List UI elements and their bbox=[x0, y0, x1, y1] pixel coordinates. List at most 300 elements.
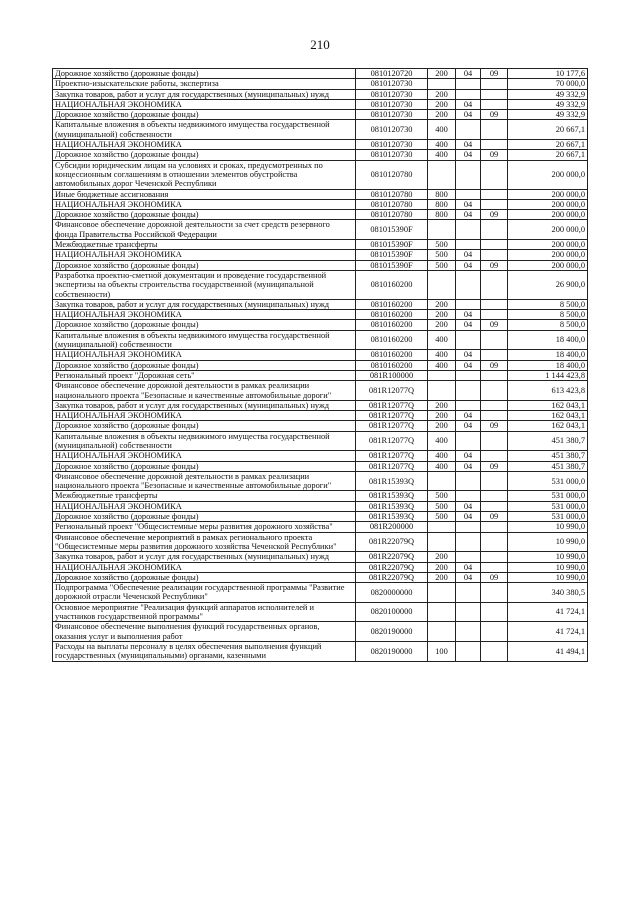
row-section-cell: 04 bbox=[456, 310, 481, 320]
table-row bbox=[53, 270, 588, 299]
row-amount-cell: 10 177,6 bbox=[508, 69, 588, 79]
row-expense-type-cell: 200 bbox=[428, 411, 456, 421]
row-amount-cell: 10 990,0 bbox=[508, 522, 588, 532]
table-row bbox=[53, 491, 588, 501]
row-code-cell: 081015390F bbox=[356, 240, 428, 250]
table-row bbox=[53, 461, 588, 471]
row-amount-cell: 1 144 423,8 bbox=[508, 370, 588, 380]
row-subsection-cell bbox=[481, 89, 508, 99]
row-name-cell: Финансовое обеспечение дорожной деятельности за счет средств резервного фонда Правительства Российской Федерации bbox=[53, 220, 356, 240]
table-row bbox=[53, 69, 588, 79]
row-section-cell: 04 bbox=[456, 99, 481, 109]
table-row bbox=[53, 330, 588, 350]
row-section-cell: 04 bbox=[456, 512, 481, 522]
row-section-cell bbox=[456, 471, 481, 491]
row-amount-cell: 26 900,0 bbox=[508, 270, 588, 299]
row-expense-type-cell bbox=[428, 522, 456, 532]
row-expense-type-cell: 400 bbox=[428, 431, 456, 451]
row-expense-type-cell bbox=[428, 602, 456, 622]
row-amount-cell: 20 667,1 bbox=[508, 140, 588, 150]
row-name-cell: Дорожное хозяйство (дорожные фонды) bbox=[53, 421, 356, 431]
row-expense-type-cell: 800 bbox=[428, 199, 456, 209]
table-row bbox=[53, 220, 588, 240]
row-code-cell: 0810120730 bbox=[356, 110, 428, 120]
row-amount-cell: 8 500,0 bbox=[508, 320, 588, 330]
row-name-cell: Финансовое обеспечение дорожной деятельности в рамках реализации национального проекта "Безопасные и качественные автомобильные дороги" bbox=[53, 381, 356, 401]
row-code-cell: 0820190000 bbox=[356, 641, 428, 661]
row-amount-cell: 200 000,0 bbox=[508, 220, 588, 240]
row-section-cell: 04 bbox=[456, 260, 481, 270]
row-subsection-cell bbox=[481, 532, 508, 552]
row-code-cell: 0810160200 bbox=[356, 320, 428, 330]
table-row bbox=[53, 641, 588, 661]
row-code-cell: 081R12077Q bbox=[356, 400, 428, 410]
row-name-cell: Дорожное хозяйство (дорожные фонды) bbox=[53, 69, 356, 79]
row-name-cell: Подпрограмма "Обеспечение реализации государственной программы "Развитие дорожной отрасли Чеченской Республики" bbox=[53, 583, 356, 603]
row-section-cell bbox=[456, 120, 481, 140]
row-subsection-cell bbox=[481, 501, 508, 511]
row-section-cell: 04 bbox=[456, 250, 481, 260]
row-amount-cell: 10 990,0 bbox=[508, 552, 588, 562]
row-amount-cell: 10 990,0 bbox=[508, 532, 588, 552]
row-expense-type-cell bbox=[428, 622, 456, 642]
row-code-cell: 0810120730 bbox=[356, 99, 428, 109]
row-code-cell: 0810160200 bbox=[356, 330, 428, 350]
row-subsection-cell bbox=[481, 562, 508, 572]
row-code-cell: 081015390F bbox=[356, 260, 428, 270]
row-name-cell: Разработка проектно-сметной документации и проведение государственной экспертизы на объекты строительства государственной (муниципальной собственности) bbox=[53, 270, 356, 299]
row-subsection-cell: 09 bbox=[481, 110, 508, 120]
row-amount-cell: 20 667,1 bbox=[508, 120, 588, 140]
table-row bbox=[53, 471, 588, 491]
row-expense-type-cell: 200 bbox=[428, 572, 456, 582]
row-subsection-cell bbox=[481, 140, 508, 150]
row-section-cell bbox=[456, 532, 481, 552]
budget-table bbox=[52, 68, 588, 662]
row-code-cell: 081R22079Q bbox=[356, 572, 428, 582]
table-row bbox=[53, 79, 588, 89]
row-section-cell: 04 bbox=[456, 110, 481, 120]
row-section-cell: 04 bbox=[456, 210, 481, 220]
row-subsection-cell bbox=[481, 270, 508, 299]
row-section-cell: 04 bbox=[456, 411, 481, 421]
row-section-cell bbox=[456, 583, 481, 603]
row-expense-type-cell: 500 bbox=[428, 491, 456, 501]
row-code-cell: 0820100000 bbox=[356, 602, 428, 622]
row-section-cell: 04 bbox=[456, 150, 481, 160]
row-expense-type-cell bbox=[428, 381, 456, 401]
row-expense-type-cell: 400 bbox=[428, 330, 456, 350]
row-code-cell: 0820190000 bbox=[356, 622, 428, 642]
row-subsection-cell bbox=[481, 220, 508, 240]
row-name-cell: Капитальные вложения в объекты недвижимого имущества государственной (муниципальной) собственности bbox=[53, 120, 356, 140]
row-name-cell: Региональный проект "Дорожная сеть" bbox=[53, 370, 356, 380]
row-name-cell: Дорожное хозяйство (дорожные фонды) bbox=[53, 110, 356, 120]
row-amount-cell: 18 400,0 bbox=[508, 350, 588, 360]
row-expense-type-cell: 100 bbox=[428, 641, 456, 661]
row-expense-type-cell: 400 bbox=[428, 461, 456, 471]
table-row bbox=[53, 602, 588, 622]
row-code-cell: 0810120730 bbox=[356, 120, 428, 140]
row-amount-cell: 49 332,9 bbox=[508, 110, 588, 120]
row-amount-cell: 162 043,1 bbox=[508, 411, 588, 421]
row-expense-type-cell: 200 bbox=[428, 299, 456, 309]
row-code-cell: 081015390F bbox=[356, 220, 428, 240]
row-subsection-cell bbox=[481, 250, 508, 260]
row-subsection-cell bbox=[481, 381, 508, 401]
row-subsection-cell bbox=[481, 330, 508, 350]
row-expense-type-cell bbox=[428, 160, 456, 189]
row-expense-type-cell bbox=[428, 583, 456, 603]
row-subsection-cell bbox=[481, 189, 508, 199]
row-section-cell: 04 bbox=[456, 562, 481, 572]
row-section-cell: 04 bbox=[456, 69, 481, 79]
table-row bbox=[53, 532, 588, 552]
row-section-cell bbox=[456, 240, 481, 250]
table-row bbox=[53, 512, 588, 522]
row-name-cell: Дорожное хозяйство (дорожные фонды) bbox=[53, 150, 356, 160]
row-name-cell: Дорожное хозяйство (дорожные фонды) bbox=[53, 320, 356, 330]
row-subsection-cell: 09 bbox=[481, 320, 508, 330]
row-section-cell: 04 bbox=[456, 350, 481, 360]
row-amount-cell: 49 332,9 bbox=[508, 89, 588, 99]
row-subsection-cell bbox=[481, 552, 508, 562]
table-row bbox=[53, 572, 588, 582]
row-section-cell bbox=[456, 79, 481, 89]
row-section-cell bbox=[456, 491, 481, 501]
row-name-cell: Финансовое обеспечение выполнения функций государственных органов, оказания услуг и выполнения работ bbox=[53, 622, 356, 642]
table-row bbox=[53, 310, 588, 320]
row-code-cell: 0810120780 bbox=[356, 160, 428, 189]
row-expense-type-cell: 800 bbox=[428, 210, 456, 220]
row-name-cell: НАЦИОНАЛЬНАЯ ЭКОНОМИКА bbox=[53, 250, 356, 260]
row-amount-cell: 451 380,7 bbox=[508, 431, 588, 451]
row-name-cell: Дорожное хозяйство (дорожные фонды) bbox=[53, 512, 356, 522]
row-code-cell: 0810120780 bbox=[356, 199, 428, 209]
row-name-cell: Финансовое обеспечение дорожной деятельности в рамках реализации национального проекта "Безопасные и качественные автомобильные дороги" bbox=[53, 471, 356, 491]
row-amount-cell: 162 043,1 bbox=[508, 400, 588, 410]
row-name-cell: Закупка товаров, работ и услуг для государственных (муниципальных) нужд bbox=[53, 299, 356, 309]
row-section-cell bbox=[456, 602, 481, 622]
row-subsection-cell bbox=[481, 310, 508, 320]
row-expense-type-cell: 400 bbox=[428, 451, 456, 461]
row-amount-cell: 8 500,0 bbox=[508, 299, 588, 309]
row-expense-type-cell: 200 bbox=[428, 310, 456, 320]
row-subsection-cell bbox=[481, 350, 508, 360]
row-code-cell: 0810120780 bbox=[356, 210, 428, 220]
row-code-cell: 0810120780 bbox=[356, 189, 428, 199]
table-row bbox=[53, 99, 588, 109]
row-expense-type-cell: 400 bbox=[428, 360, 456, 370]
table-row bbox=[53, 583, 588, 603]
row-name-cell: Субсидии юридическим лицам на условиях и сроках, предусмотренных по концессионным соглашениям в отношении элементов обустройства автомобильных дорог Чеченской Республики bbox=[53, 160, 356, 189]
row-name-cell: Дорожное хозяйство (дорожные фонды) bbox=[53, 360, 356, 370]
row-name-cell: НАЦИОНАЛЬНАЯ ЭКОНОМИКА bbox=[53, 501, 356, 511]
row-name-cell: Региональный проект "Общесистемные меры развития дорожного хозяйства" bbox=[53, 522, 356, 532]
table-row bbox=[53, 501, 588, 511]
table-row bbox=[53, 89, 588, 99]
row-amount-cell: 340 380,5 bbox=[508, 583, 588, 603]
row-subsection-cell bbox=[481, 522, 508, 532]
row-section-cell bbox=[456, 370, 481, 380]
row-expense-type-cell: 400 bbox=[428, 350, 456, 360]
row-code-cell: 0810160200 bbox=[356, 310, 428, 320]
row-code-cell: 081R22079Q bbox=[356, 552, 428, 562]
row-section-cell: 04 bbox=[456, 451, 481, 461]
row-code-cell: 081R22079Q bbox=[356, 562, 428, 572]
table-row bbox=[53, 370, 588, 380]
row-code-cell: 0810160200 bbox=[356, 350, 428, 360]
row-section-cell bbox=[456, 641, 481, 661]
row-code-cell: 0810120730 bbox=[356, 79, 428, 89]
budget-table-body bbox=[53, 69, 588, 662]
row-amount-cell: 531 000,0 bbox=[508, 471, 588, 491]
row-name-cell: Расходы на выплаты персоналу в целях обеспечения выполнения функций государственных (муниципальными) органами, казенными bbox=[53, 641, 356, 661]
row-expense-type-cell: 200 bbox=[428, 400, 456, 410]
row-expense-type-cell bbox=[428, 220, 456, 240]
row-name-cell: Проектно-изыскательские работы, экспертиза bbox=[53, 79, 356, 89]
row-section-cell bbox=[456, 330, 481, 350]
row-amount-cell: 8 500,0 bbox=[508, 310, 588, 320]
row-section-cell bbox=[456, 270, 481, 299]
row-amount-cell: 10 990,0 bbox=[508, 572, 588, 582]
row-code-cell: 081R12077Q bbox=[356, 461, 428, 471]
row-code-cell: 081R12077Q bbox=[356, 451, 428, 461]
row-amount-cell: 41 724,1 bbox=[508, 602, 588, 622]
table-row bbox=[53, 522, 588, 532]
table-row bbox=[53, 260, 588, 270]
row-amount-cell: 200 000,0 bbox=[508, 160, 588, 189]
row-expense-type-cell: 500 bbox=[428, 260, 456, 270]
row-code-cell: 081R22079Q bbox=[356, 532, 428, 552]
row-amount-cell: 531 000,0 bbox=[508, 512, 588, 522]
row-subsection-cell bbox=[481, 641, 508, 661]
row-subsection-cell bbox=[481, 370, 508, 380]
row-code-cell: 081R12077Q bbox=[356, 381, 428, 401]
row-code-cell: 081R15393Q bbox=[356, 491, 428, 501]
row-name-cell: Дорожное хозяйство (дорожные фонды) bbox=[53, 572, 356, 582]
row-name-cell: Дорожное хозяйство (дорожные фонды) bbox=[53, 461, 356, 471]
row-code-cell: 0810160200 bbox=[356, 270, 428, 299]
row-subsection-cell bbox=[481, 120, 508, 140]
row-name-cell: НАЦИОНАЛЬНАЯ ЭКОНОМИКА bbox=[53, 310, 356, 320]
row-amount-cell: 200 000,0 bbox=[508, 250, 588, 260]
row-amount-cell: 451 380,7 bbox=[508, 461, 588, 471]
table-row bbox=[53, 299, 588, 309]
row-name-cell: Основное мероприятие "Реализация функций аппаратов исполнителей и участников государственной программы" bbox=[53, 602, 356, 622]
row-section-cell bbox=[456, 220, 481, 240]
row-section-cell: 04 bbox=[456, 421, 481, 431]
row-expense-type-cell: 200 bbox=[428, 69, 456, 79]
row-name-cell: Закупка товаров, работ и услуг для государственных (муниципальных) нужд bbox=[53, 89, 356, 99]
row-name-cell: НАЦИОНАЛЬНАЯ ЭКОНОМИКА bbox=[53, 451, 356, 461]
row-expense-type-cell: 500 bbox=[428, 501, 456, 511]
row-subsection-cell: 09 bbox=[481, 150, 508, 160]
row-expense-type-cell bbox=[428, 79, 456, 89]
row-name-cell: Капитальные вложения в объекты недвижимого имущества государственной (муниципальной) собственности bbox=[53, 330, 356, 350]
row-section-cell bbox=[456, 400, 481, 410]
row-expense-type-cell bbox=[428, 270, 456, 299]
row-expense-type-cell: 200 bbox=[428, 99, 456, 109]
table-row bbox=[53, 552, 588, 562]
row-expense-type-cell: 500 bbox=[428, 250, 456, 260]
row-section-cell bbox=[456, 622, 481, 642]
row-amount-cell: 70 000,0 bbox=[508, 79, 588, 89]
row-expense-type-cell: 500 bbox=[428, 240, 456, 250]
row-expense-type-cell: 400 bbox=[428, 140, 456, 150]
row-section-cell: 04 bbox=[456, 461, 481, 471]
row-subsection-cell: 09 bbox=[481, 210, 508, 220]
row-name-cell: НАЦИОНАЛЬНАЯ ЭКОНОМИКА bbox=[53, 199, 356, 209]
row-amount-cell: 10 990,0 bbox=[508, 562, 588, 572]
table-row bbox=[53, 381, 588, 401]
row-code-cell: 081R12077Q bbox=[356, 411, 428, 421]
row-code-cell: 081015390F bbox=[356, 250, 428, 260]
row-section-cell: 04 bbox=[456, 501, 481, 511]
row-expense-type-cell: 400 bbox=[428, 150, 456, 160]
row-name-cell: Межбюджетные трансферты bbox=[53, 491, 356, 501]
row-amount-cell: 41 494,1 bbox=[508, 641, 588, 661]
row-subsection-cell bbox=[481, 602, 508, 622]
row-section-cell bbox=[456, 299, 481, 309]
table-row bbox=[53, 110, 588, 120]
row-amount-cell: 20 667,1 bbox=[508, 150, 588, 160]
row-name-cell: Дорожное хозяйство (дорожные фонды) bbox=[53, 210, 356, 220]
table-row bbox=[53, 622, 588, 642]
row-name-cell: Дорожное хозяйство (дорожные фонды) bbox=[53, 260, 356, 270]
row-section-cell: 04 bbox=[456, 140, 481, 150]
row-subsection-cell: 09 bbox=[481, 69, 508, 79]
table-row bbox=[53, 421, 588, 431]
row-subsection-cell: 09 bbox=[481, 360, 508, 370]
row-subsection-cell: 09 bbox=[481, 512, 508, 522]
row-expense-type-cell: 200 bbox=[428, 552, 456, 562]
row-code-cell: 081R15393Q bbox=[356, 512, 428, 522]
row-code-cell: 081R15393Q bbox=[356, 501, 428, 511]
table-row bbox=[53, 160, 588, 189]
row-subsection-cell bbox=[481, 491, 508, 501]
row-section-cell bbox=[456, 160, 481, 189]
table-row bbox=[53, 150, 588, 160]
row-expense-type-cell: 200 bbox=[428, 89, 456, 99]
page-number: 210 bbox=[310, 37, 330, 52]
row-subsection-cell bbox=[481, 160, 508, 189]
row-code-cell: 081R12077Q bbox=[356, 421, 428, 431]
row-name-cell: НАЦИОНАЛЬНАЯ ЭКОНОМИКА bbox=[53, 140, 356, 150]
row-subsection-cell bbox=[481, 622, 508, 642]
row-name-cell: Межбюджетные трансферты bbox=[53, 240, 356, 250]
row-section-cell bbox=[456, 431, 481, 451]
row-code-cell: 081R100000 bbox=[356, 370, 428, 380]
row-subsection-cell bbox=[481, 431, 508, 451]
row-amount-cell: 162 043,1 bbox=[508, 421, 588, 431]
row-section-cell bbox=[456, 522, 481, 532]
row-code-cell: 0810120730 bbox=[356, 140, 428, 150]
row-expense-type-cell: 200 bbox=[428, 421, 456, 431]
row-expense-type-cell bbox=[428, 471, 456, 491]
row-name-cell: Закупка товаров, работ и услуг для государственных (муниципальных) нужд bbox=[53, 400, 356, 410]
row-subsection-cell bbox=[481, 471, 508, 491]
row-amount-cell: 451 380,7 bbox=[508, 451, 588, 461]
row-section-cell bbox=[456, 189, 481, 199]
row-code-cell: 081R15393Q bbox=[356, 471, 428, 491]
row-expense-type-cell: 200 bbox=[428, 562, 456, 572]
row-code-cell: 0810160200 bbox=[356, 360, 428, 370]
row-amount-cell: 18 400,0 bbox=[508, 330, 588, 350]
row-section-cell: 04 bbox=[456, 320, 481, 330]
row-code-cell: 0810120720 bbox=[356, 69, 428, 79]
row-subsection-cell bbox=[481, 400, 508, 410]
row-amount-cell: 41 724,1 bbox=[508, 622, 588, 642]
row-code-cell: 0820000000 bbox=[356, 583, 428, 603]
table-row bbox=[53, 431, 588, 451]
table-row bbox=[53, 250, 588, 260]
row-subsection-cell bbox=[481, 99, 508, 109]
row-name-cell: НАЦИОНАЛЬНАЯ ЭКОНОМИКА bbox=[53, 411, 356, 421]
row-code-cell: 0810120730 bbox=[356, 150, 428, 160]
row-amount-cell: 200 000,0 bbox=[508, 260, 588, 270]
table-row bbox=[53, 240, 588, 250]
row-subsection-cell bbox=[481, 79, 508, 89]
row-name-cell: Закупка товаров, работ и услуг для государственных (муниципальных) нужд bbox=[53, 552, 356, 562]
row-name-cell: НАЦИОНАЛЬНАЯ ЭКОНОМИКА bbox=[53, 99, 356, 109]
row-code-cell: 081R12077Q bbox=[356, 431, 428, 451]
table-row bbox=[53, 140, 588, 150]
row-section-cell: 04 bbox=[456, 572, 481, 582]
row-amount-cell: 18 400,0 bbox=[508, 360, 588, 370]
row-amount-cell: 200 000,0 bbox=[508, 210, 588, 220]
row-section-cell: 04 bbox=[456, 199, 481, 209]
row-code-cell: 081R200000 bbox=[356, 522, 428, 532]
row-subsection-cell: 09 bbox=[481, 572, 508, 582]
row-expense-type-cell: 400 bbox=[428, 120, 456, 140]
row-subsection-cell: 09 bbox=[481, 421, 508, 431]
row-subsection-cell: 09 bbox=[481, 461, 508, 471]
row-amount-cell: 200 000,0 bbox=[508, 189, 588, 199]
row-section-cell: 04 bbox=[456, 360, 481, 370]
row-section-cell bbox=[456, 89, 481, 99]
row-amount-cell: 200 000,0 bbox=[508, 240, 588, 250]
table-row bbox=[53, 400, 588, 410]
row-name-cell: НАЦИОНАЛЬНАЯ ЭКОНОМИКА bbox=[53, 562, 356, 572]
row-name-cell: Финансовое обеспечение мероприятий в рамках регионального проекта "Общесистемные меры развития дорожного хозяйства Чеченской Республики" bbox=[53, 532, 356, 552]
table-row bbox=[53, 320, 588, 330]
row-expense-type-cell: 200 bbox=[428, 110, 456, 120]
row-expense-type-cell: 200 bbox=[428, 320, 456, 330]
row-subsection-cell: 09 bbox=[481, 260, 508, 270]
row-expense-type-cell: 800 bbox=[428, 189, 456, 199]
table-row bbox=[53, 199, 588, 209]
row-subsection-cell bbox=[481, 240, 508, 250]
row-name-cell: Капитальные вложения в объекты недвижимого имущества государственной (муниципальной) собственности bbox=[53, 431, 356, 451]
table-row bbox=[53, 189, 588, 199]
table-row bbox=[53, 350, 588, 360]
row-expense-type-cell: 500 bbox=[428, 512, 456, 522]
row-code-cell: 0810160200 bbox=[356, 299, 428, 309]
row-section-cell bbox=[456, 552, 481, 562]
row-subsection-cell bbox=[481, 199, 508, 209]
table-row bbox=[53, 210, 588, 220]
table-row bbox=[53, 562, 588, 572]
table-row bbox=[53, 451, 588, 461]
row-amount-cell: 531 000,0 bbox=[508, 501, 588, 511]
row-name-cell: Иные бюджетные ассигнования bbox=[53, 189, 356, 199]
row-amount-cell: 200 000,0 bbox=[508, 199, 588, 209]
row-expense-type-cell bbox=[428, 370, 456, 380]
table-row bbox=[53, 360, 588, 370]
table-row bbox=[53, 411, 588, 421]
row-amount-cell: 49 332,9 bbox=[508, 99, 588, 109]
